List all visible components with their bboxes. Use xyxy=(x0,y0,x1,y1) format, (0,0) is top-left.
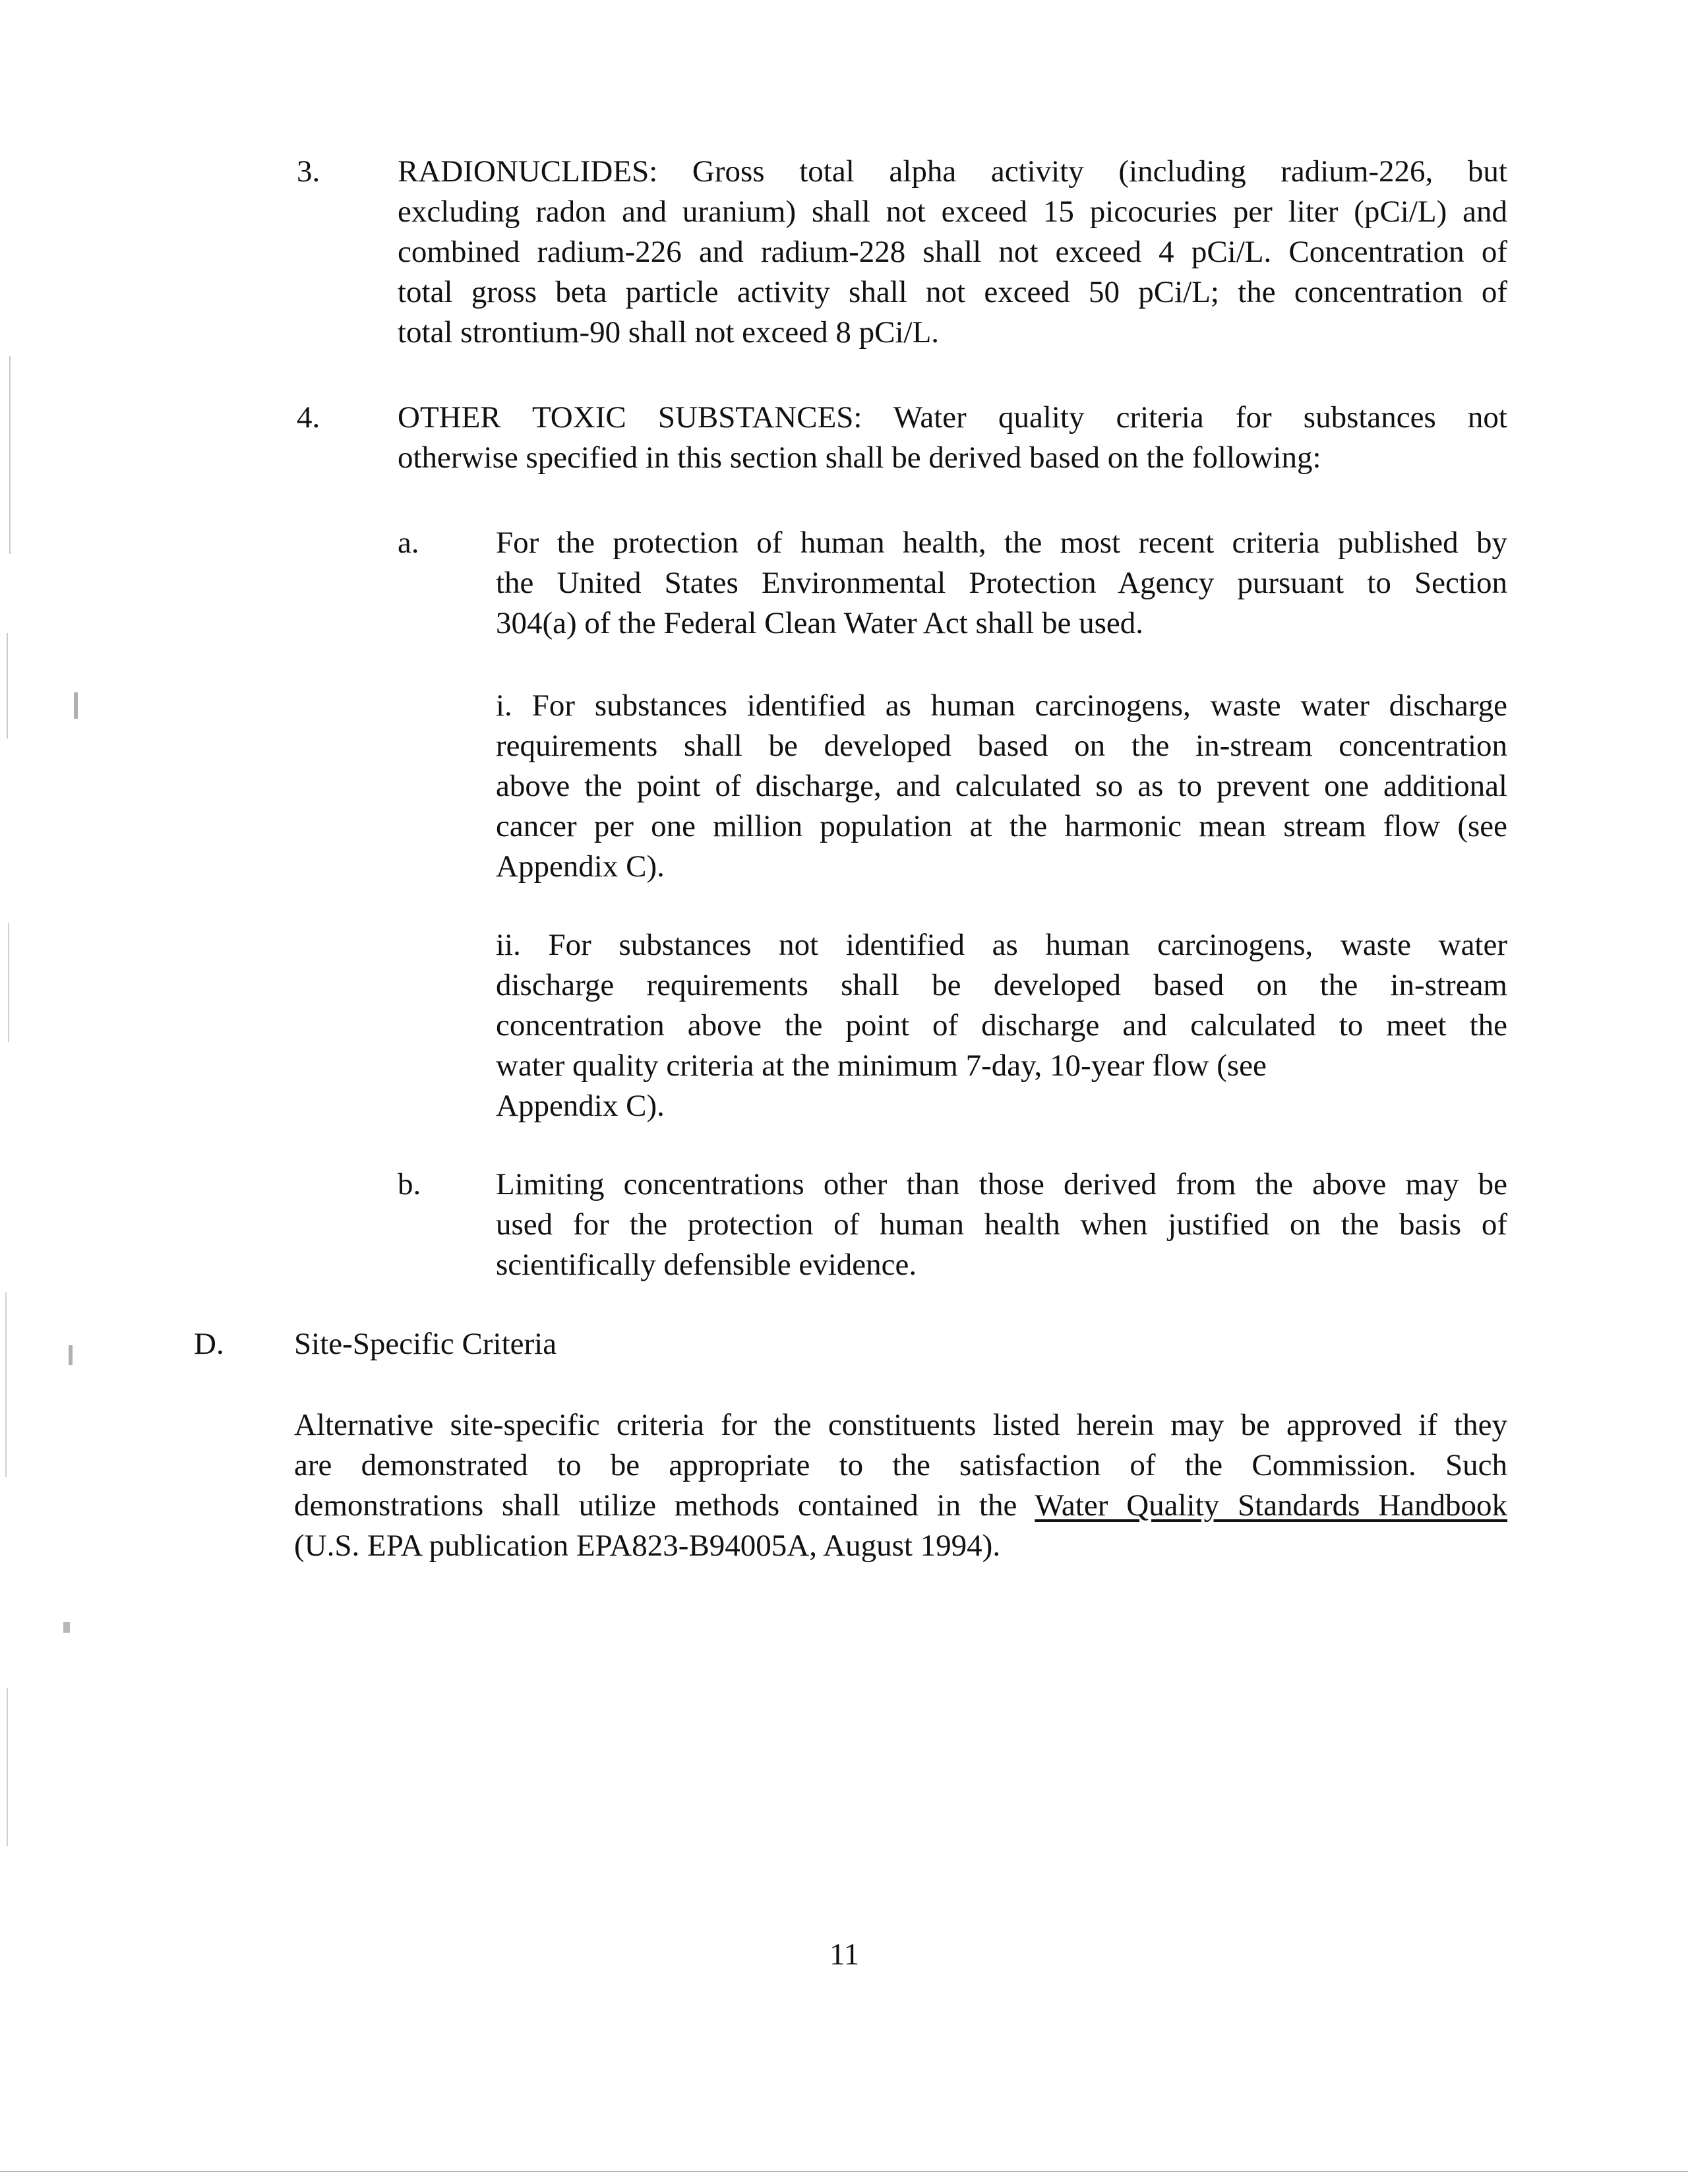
item-3-line: RADIONUCLIDES: Gross total alpha activity (including radium-226, but xyxy=(398,154,1507,189)
sub-item-b-line: used for the protection of human health when justified on the basis of xyxy=(496,1207,1507,1242)
sub-item-b-line: scientifically defensible evidence. xyxy=(496,1248,917,1282)
scan-edge-mark xyxy=(7,1688,8,1846)
scan-speck xyxy=(74,692,78,719)
section-d-line: Alternative site-specific criteria for the constituents listed herein may be approved if they xyxy=(294,1408,1507,1442)
scan-edge-mark xyxy=(7,633,8,739)
paragraph-i-line: i. For substances identified as human carcinogens, waste water discharge xyxy=(496,688,1507,723)
sub-item-a-line: For the protection of human health, the most recent criteria published by xyxy=(496,526,1507,560)
paragraph-ii-line: Appendix C). xyxy=(496,1089,665,1123)
section-d-line: (U.S. EPA publication EPA823-B94005A, August 1994). xyxy=(294,1529,1001,1563)
paragraph-ii-line: water quality criteria at the minimum 7-day, 10-year flow (see xyxy=(496,1048,1267,1083)
sub-item-a-line: the United States Environmental Protection Agency pursuant to Section xyxy=(496,566,1507,600)
section-d-line: are demonstrated to be appropriate to the satisfaction of the Commission. Such xyxy=(294,1448,1507,1482)
paragraph-ii-line: ii. For substances not identified as human carcinogens, waste water xyxy=(496,928,1507,962)
paragraph-ii-non-carcinogens xyxy=(496,925,1507,1126)
water-quality-standards-handbook-title: Water Quality Standards Handbook xyxy=(1035,1488,1507,1523)
item-4-line: OTHER TOXIC SUBSTANCES: Water quality criteria for substances not xyxy=(398,400,1507,435)
item-3-line: total strontium-90 shall not exceed 8 pCi/L. xyxy=(398,315,940,349)
sub-item-b-label: b. xyxy=(398,1167,421,1201)
item-3-line: total gross beta particle activity shall not exceed 50 pCi/L; the concentration of xyxy=(398,275,1507,309)
scan-speck xyxy=(63,1622,70,1633)
sub-item-b-line: Limiting concentrations other than those derived from the above may be xyxy=(496,1167,1507,1201)
page-number: 11 xyxy=(829,1937,860,1972)
paragraph-i-line: cancer per one million population at the harmonic mean stream flow (see xyxy=(496,809,1507,843)
item-4-line: otherwise specified in this section shall be derived based on the following: xyxy=(398,440,1321,475)
item-4-other-toxic-substances xyxy=(398,398,1507,478)
item-3-number: 3. xyxy=(297,154,320,189)
paragraph-ii-line: discharge requirements shall be developed based on the in-stream xyxy=(496,968,1507,1002)
sub-item-b-text xyxy=(496,1165,1507,1285)
item-3-line: excluding radon and uranium) shall not exceed 15 picocuries per liter (pCi/L) and xyxy=(398,195,1507,229)
section-d-line xyxy=(294,1486,1507,1526)
scan-edge-mark xyxy=(9,356,11,554)
section-d-letter: D. xyxy=(194,1327,224,1361)
sub-item-a-line: 304(a) of the Federal Clean Water Act shall be used. xyxy=(496,606,1144,640)
paragraph-ii-line: concentration above the point of discharge and calculated to meet the xyxy=(496,1008,1507,1043)
item-4-number: 4. xyxy=(297,400,320,435)
paragraph-i-line: above the point of discharge, and calculated so as to prevent one additional xyxy=(496,769,1507,803)
paragraph-i-carcinogens xyxy=(496,686,1507,887)
scan-speck xyxy=(69,1345,73,1365)
item-3-line: combined radium-226 and radium-228 shall not exceed 4 pCi/L. Concentration of xyxy=(398,235,1507,269)
paragraph-i-line: requirements shall be developed based on the in-stream concentration xyxy=(496,729,1507,763)
scan-edge-mark xyxy=(5,1292,7,1477)
item-3-radionuclides xyxy=(398,152,1507,353)
section-d-heading: Site-Specific Criteria xyxy=(294,1327,557,1361)
sub-item-a-label: a. xyxy=(398,526,419,560)
section-d-line-text: demonstrations shall utilize methods contained in the xyxy=(294,1488,1035,1523)
scan-bottom-edge xyxy=(0,2171,1688,2172)
section-d-paragraph xyxy=(294,1405,1507,1566)
scan-edge-mark xyxy=(8,923,9,1042)
paragraph-i-line: Appendix C). xyxy=(496,849,665,884)
sub-item-a-text xyxy=(496,523,1507,644)
